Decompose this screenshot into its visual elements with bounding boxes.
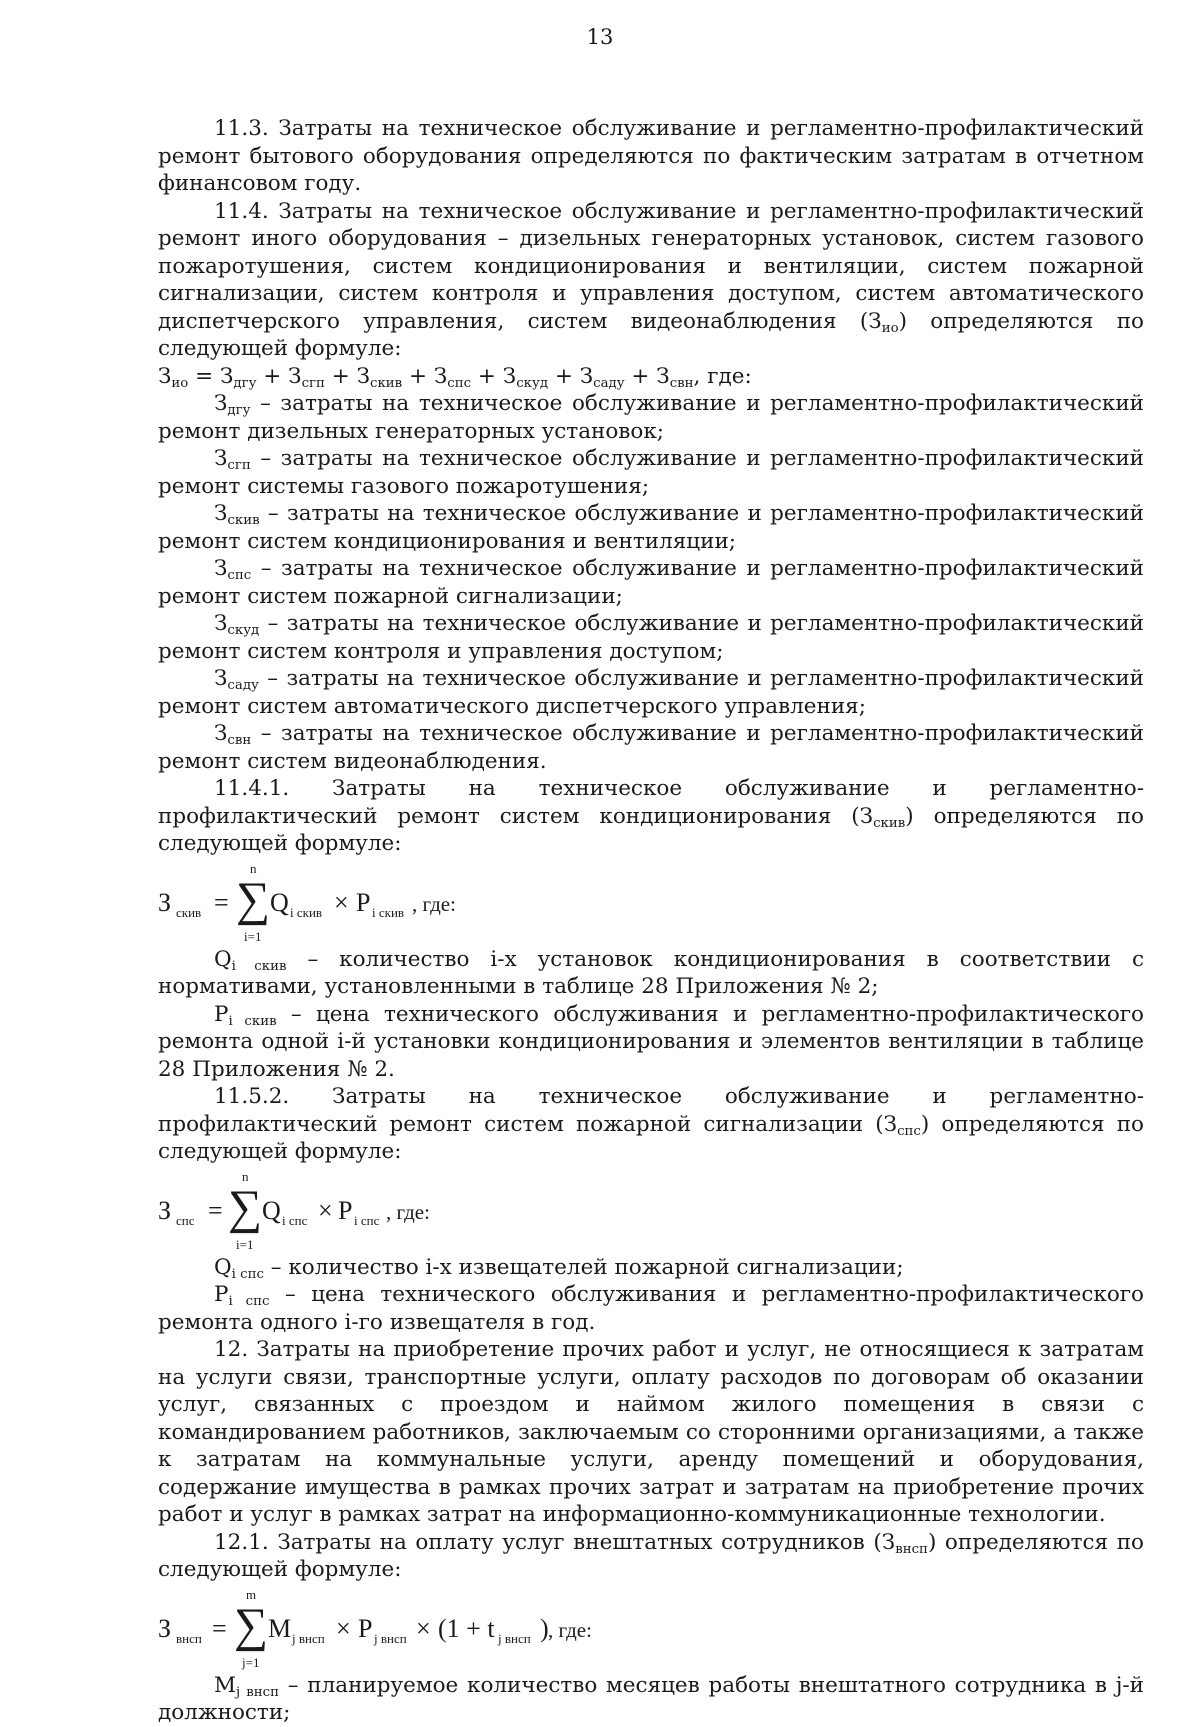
- paragraph-11-5-2: 11.5.2. Затраты на техническое обслуживание и регламентно-профилактический ремонт систем пожарной сигнализации $(З_{спс})$ определяются по следующей формуле:: [158, 1084, 1144, 1164]
- definition-item-2: $З_{скив}$ – затраты на техническое обслуживание и регламентно-профилактический ремонт систем кондиционирования и вентиляции;: [158, 501, 1144, 554]
- definition-item-1: $P_{i скив}$ – цена технического обслуживания и регламентно-профилактического ремонта одной i-й установки кондиционирования и элементов вентиляции в таблице 28 Приложения № 2.: [158, 1001, 1144, 1082]
- definitions-zskiv: [158, 946, 1144, 1084]
- definition-item-4: $З_{скуд}$ – затраты на техническое обслуживание и регламентно-профилактический ремонт систем контроля и управления доступом;: [158, 611, 1144, 664]
- definition-item-5: $З_{саду}$ – затраты на техническое обслуживание и регламентно-профилактический ремонт систем автоматического диспетчерского управления;: [158, 666, 1144, 719]
- formula-zvnsp: З внсп = m ∑ j=1 M j внсп × P j внсп × (1 + t j внсп ) , где:: [158, 1586, 592, 1670]
- page-number: 13: [586, 25, 614, 49]
- definition-item-3: $З_{спс}$ – затраты на техническое обслуживание и регламентно-профилактический ремонт систем пожарной сигнализации;: [158, 556, 1144, 609]
- paragraph-11-3: 11.3. Затраты на техническое обслуживание и регламентно-профилактический ремонт бытового оборудования определяются по фактическим затратам в отчетном финансовом году.: [158, 116, 1144, 196]
- definition-item-1: $P_{i спс}$ – цена технического обслуживания и регламентно-профилактического ремонта одного i-го извещателя в год.: [158, 1282, 1145, 1335]
- document-body: [158, 115, 1144, 1727]
- definitions-zvnsp: [158, 1672, 1144, 1727]
- definitions-zsps: [158, 1254, 1144, 1337]
- definition-item-0: $Q_{i скив}$ – количество i-х установок кондиционирования в соответствии с нормативами, установленными в таблице 28 Приложения № 2;: [158, 946, 1144, 999]
- paragraph-12-1: 12.1. Затраты на оплату услуг внештатных сотрудников $(З_{внсп})$ определяются по следующей формуле:: [158, 1529, 1144, 1582]
- definition-item-0: $З_{дгу}$ – затраты на техническое обслуживание и регламентно-профилактический ремонт дизельных генераторных установок;: [158, 391, 1144, 444]
- formula-zskiv: З скив = n ∑ i=1 Q i скив × P i скив , где:: [158, 860, 456, 944]
- paragraph-11-4-1: 11.4.1. Затраты на техническое обслуживание и регламентно-профилактический ремонт систем кондиционирования $(З_{скив})$ определяются по следующей формуле:: [158, 776, 1144, 856]
- definition-item-0: $Q_{i спс}$ – количество i-х извещателей пожарной сигнализации;: [214, 1254, 904, 1282]
- definition-item-1: $З_{сгп}$ – затраты на техническое обслуживание и регламентно-профилактический ремонт системы газового пожаротушения;: [158, 446, 1144, 499]
- formula-zsps: З спс = n ∑ i=1 Q i спс × P i спс , где:: [158, 1168, 430, 1252]
- paragraph-12: 12. Затраты на приобретение прочих работ и услуг, не относящиеся к затратам на услуги связи, транспортные услуги, оплату расходов по договорам об оказании услуг, связанных с проездом и наймом жилого помещения в связи с командированием работников, заключаемым со сторонними организациями, а также к затратам на коммунальные услуги, аренду помещений и оборудования, содержание имущества в рамках прочих затрат и затратам на приобретение прочих работ и услуг в рамках затрат на информационно-коммуникационные технологии.: [158, 1337, 1144, 1527]
- paragraph-11-4: 11.4. Затраты на техническое обслуживание и регламентно-профилактический ремонт иного оборудования – дизельных генераторных установок, систем газового пожаротушения, систем кондиционирования и вентиляции, систем пожарной сигнализации, систем контроля и управления доступом, систем автоматического диспетчерского управления, систем видеонаблюдения $(З_{ио})$ определяются по следующей формуле:: [158, 198, 1145, 361]
- definitions-zio: [158, 390, 1144, 775]
- formula-zio: $З_{ио} = З_{дгу} + З_{сгп} + З_{скив} + З_{спс} + З_{скуд} + З_{саду} + З_{свн}$, где:: [158, 363, 752, 391]
- definition-item-6: $З_{свн}$ – затраты на техническое обслуживание и регламентно-профилактический ремонт систем видеонаблюдения.: [158, 721, 1144, 774]
- definition-item-0: $M_{j внсп}$ – планируемое количество месяцев работы внештатного сотрудника в j-й должности;: [158, 1672, 1144, 1725]
